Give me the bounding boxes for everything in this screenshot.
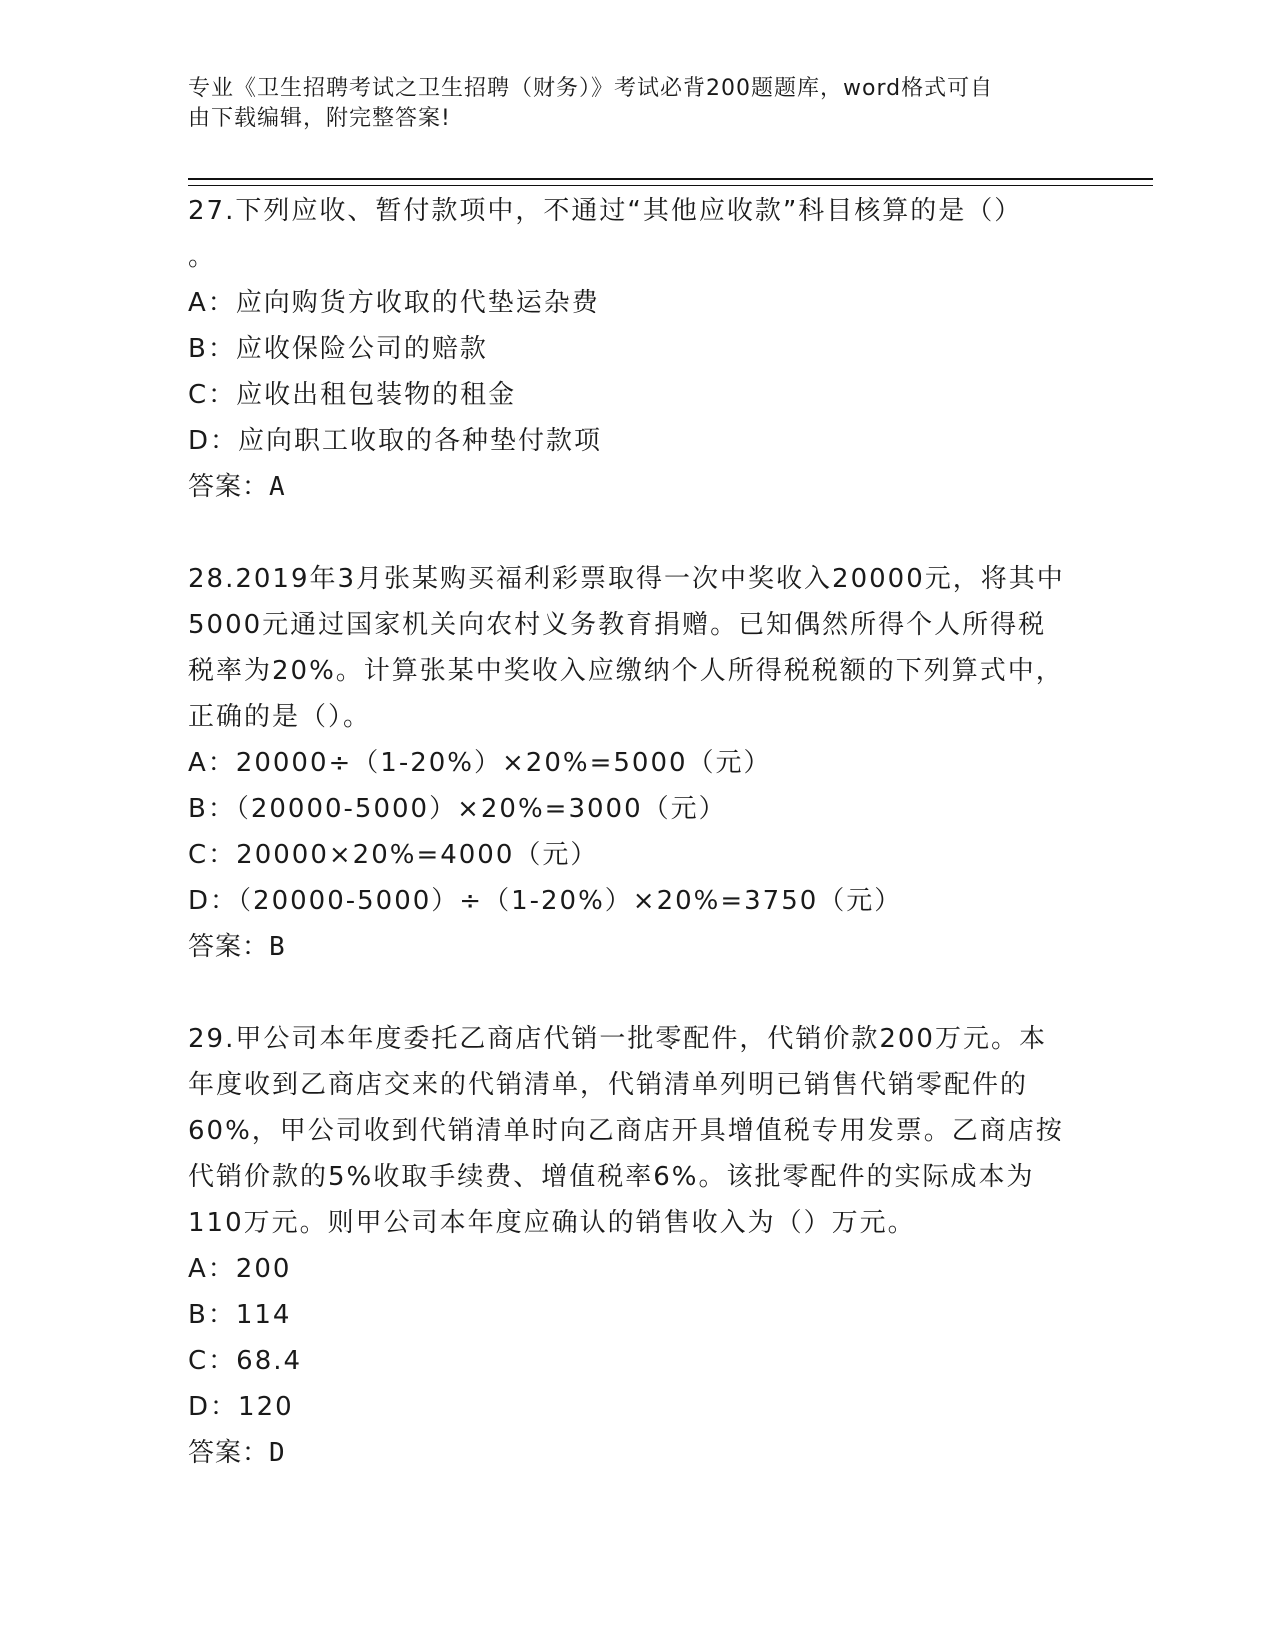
question-27: [188, 188, 1088, 510]
header-line-1: 专业《卫生招聘考试之卫生招聘（财务）》考试必背200题题库，word格式可自: [188, 76, 994, 101]
question-text-line: 60%，甲公司收到代销清单时向乙商店开具增值税专用发票。乙商店按: [188, 1116, 1064, 1146]
question-text-line: 代销价款的5%收取手续费、增值税率6%。该批零配件的实际成本为: [188, 1162, 1035, 1192]
question-text-line: 110万元。则甲公司本年度应确认的销售收入为（）万元。: [188, 1208, 916, 1238]
question-28: [188, 556, 1088, 970]
option-b: B：114: [188, 1300, 292, 1330]
question-text-line: 28.2019年3月张某购买福利彩票取得一次中奖收入20000元，将其中: [188, 564, 1065, 594]
answer-label: 答案：D: [188, 1438, 286, 1468]
option-a: A：应向购货方收取的代垫运杂费: [188, 288, 600, 318]
option-c: C：20000×20%=4000（元）: [188, 840, 599, 870]
question-text-line: 。: [188, 242, 217, 272]
option-c: C：68.4: [188, 1346, 303, 1376]
question-29: [188, 1016, 1088, 1476]
question-text-line: 税率为20%。计算张某中奖收入应缴纳个人所得税税额的下列算式中，: [188, 656, 1064, 686]
option-d: D：（20000-5000）÷（1-20%）×20%=3750（元）: [188, 886, 903, 916]
header-line-2: 由下载编辑，附完整答案!: [188, 106, 451, 131]
question-text-line: 27.下列应收、暂付款项中，不通过“其他应收款”科目核算的是（）: [188, 196, 1023, 226]
question-list: [188, 188, 1088, 1476]
answer-label: 答案：A: [188, 472, 286, 502]
answer-label: 答案：B: [188, 932, 286, 962]
option-b: B：（20000-5000）×20%=3000（元）: [188, 794, 727, 824]
question-text-line: 29.甲公司本年度委托乙商店代销一批零配件，代销价款200万元。本: [188, 1024, 1047, 1054]
question-text-line: 5000元通过国家机关向农村义务教育捐赠。已知偶然所得个人所得税: [188, 610, 1047, 640]
option-b: B：应收保险公司的赔款: [188, 334, 488, 364]
question-text-line: 正确的是（）。: [188, 702, 372, 732]
option-a: A：200: [188, 1254, 292, 1284]
header-divider: [188, 178, 1153, 186]
option-c: C：应收出租包装物的租金: [188, 380, 517, 410]
option-d: D：应向职工收取的各种垫付款项: [188, 426, 603, 456]
document-header: [188, 74, 1088, 134]
option-d: D：120: [188, 1392, 294, 1422]
question-text-line: 年度收到乙商店交来的代销清单，代销清单列明已销售代销零配件的: [188, 1070, 1029, 1100]
option-a: A：20000÷（1-20%）×20%=5000（元）: [188, 748, 772, 778]
